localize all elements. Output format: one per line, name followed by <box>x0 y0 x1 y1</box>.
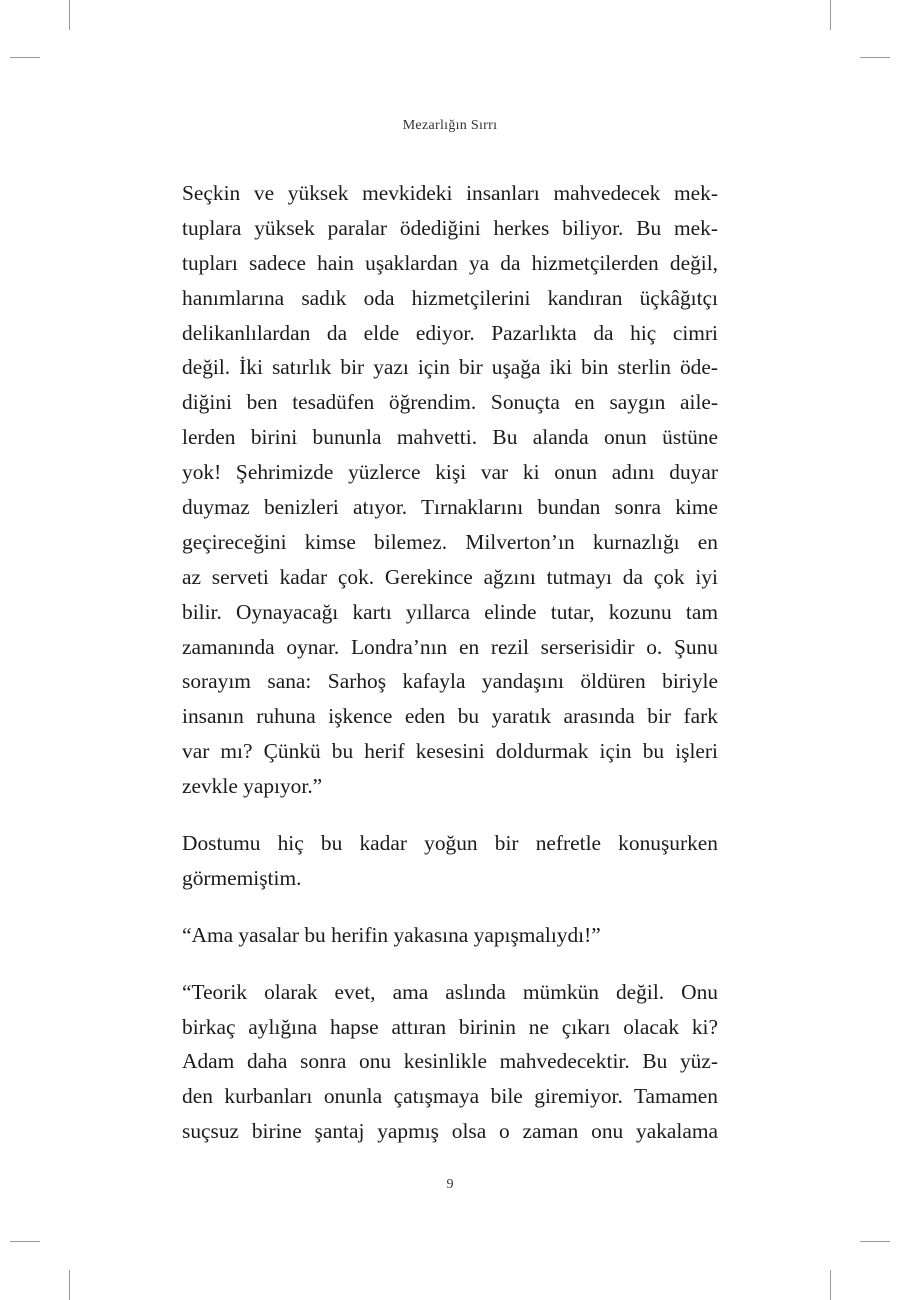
text-line: “Ama yasalar bu herifin yakasına yapışmalıydı!” <box>182 922 601 947</box>
text-line: diğini ben tesadüfen öğrendim. Sonuçta en saygın aile- <box>182 390 718 415</box>
text-line: Adam daha sonra onu kesinlikle mahvedecektir. Bu yüz- <box>182 1049 718 1074</box>
crop-mark-top-right <box>830 0 831 30</box>
text-line: az serveti kadar çok. Gerekince ağzını tutmayı da çok iyi <box>182 564 718 589</box>
crop-mark-right-top <box>860 57 890 58</box>
paragraph-spacer <box>182 953 718 975</box>
text-line: Seçkin ve yüksek mevkideki insanları mahvedecek mek- <box>182 181 718 205</box>
paragraph-spacer <box>182 896 718 918</box>
crop-mark-right-bottom <box>860 1241 890 1242</box>
text-line: den kurbanları onunla çatışmaya bile giremiyor. Tamamen <box>182 1084 718 1109</box>
text-line: delikanlılardan da elde ediyor. Pazarlıkta da hiç cimri <box>182 320 718 345</box>
text-line: görmemiştim. <box>182 865 302 890</box>
text-line: değil. İki satırlık bir yazı için bir uşağa iki bin sterlin öde- <box>182 355 718 380</box>
crop-mark-bottom-right <box>830 1270 831 1300</box>
text-line: bilir. Oynayacağı kartı yıllarca elinde tutar, kozunu tam <box>182 599 718 624</box>
text-line: tuplara yüksek paralar ödediğini herkes biliyor. Bu mek- <box>182 215 718 240</box>
crop-mark-left-top <box>10 57 40 58</box>
paragraph-4 <box>182 975 718 1149</box>
crop-mark-bottom-left <box>69 1270 70 1300</box>
paragraph-3 <box>182 918 718 953</box>
paragraph-1 <box>182 176 718 804</box>
running-head: Mezarlığın Sırrı <box>402 118 498 133</box>
crop-mark-left-bottom <box>10 1241 40 1242</box>
page-number: 9 <box>446 1177 454 1192</box>
text-line: zamanında oynar. Londra’nın en rezil serserisidir o. Şunu <box>182 634 718 659</box>
text-line: var mı? Çünkü bu herif kesesini doldurmak için bu işleri <box>182 739 718 764</box>
text-line: suçsuz birine şantaj yapmış olsa o zaman onu yakalama <box>182 1119 718 1144</box>
text-line: zevkle yapıyor.” <box>182 774 323 799</box>
text-line: insanın ruhuna işkence eden bu yaratık arasında bir fark <box>182 704 718 729</box>
text-line: hanımlarına sadık oda hizmetçilerini kandıran üçkâğıtçı <box>182 285 718 310</box>
paragraph-2 <box>182 826 718 896</box>
body-text <box>182 176 718 1149</box>
paragraph-spacer <box>182 804 718 826</box>
text-line: Dostumu hiç bu kadar yoğun bir nefretle konuşurken <box>182 831 718 856</box>
text-line: duymaz benizleri atıyor. Tırnaklarını bundan sonra kime <box>182 495 718 520</box>
text-line: geçireceğini kimse bilemez. Milverton’ın kurnazlığı en <box>182 529 718 554</box>
text-line: “Teorik olarak evet, ama aslında mümkün değil. Onu <box>182 979 718 1004</box>
text-line: tupları sadece hain uşaklardan ya da hizmetçilerden değil, <box>182 250 718 275</box>
crop-mark-top-left <box>69 0 70 30</box>
text-line: birkaç aylığına hapse attıran birinin ne çıkarı olacak ki? <box>182 1014 718 1039</box>
text-line: yok! Şehrimizde yüzlerce kişi var ki onun adını duyar <box>182 460 718 485</box>
text-line: lerden birini bununla mahvetti. Bu alanda onun üstüne <box>182 425 718 450</box>
text-line: sorayım sana: Sarhoş kafayla yandaşını öldüren biriyle <box>182 669 718 694</box>
